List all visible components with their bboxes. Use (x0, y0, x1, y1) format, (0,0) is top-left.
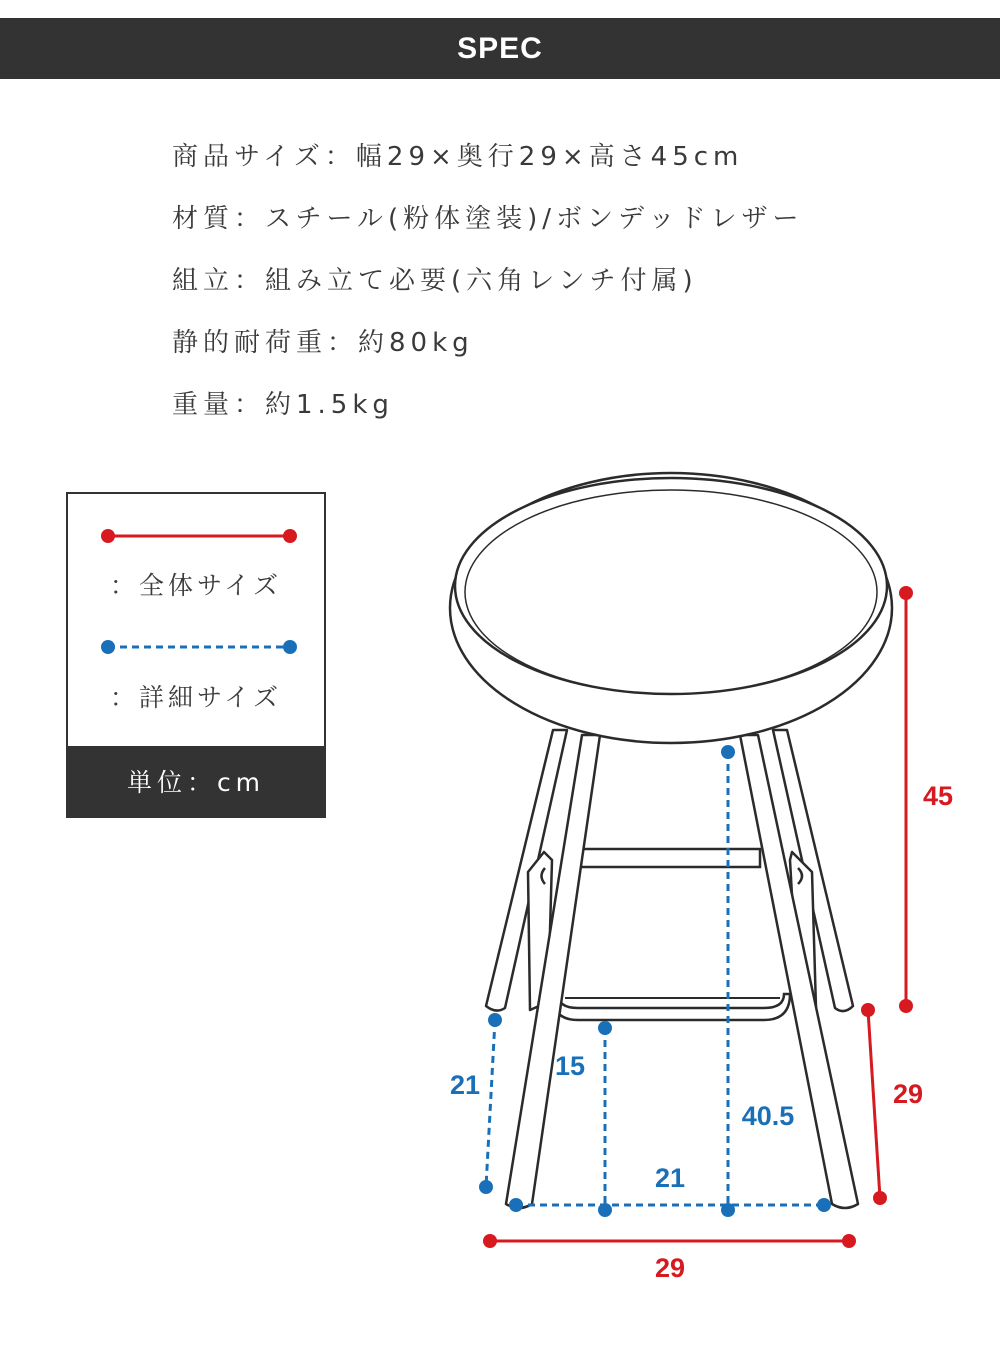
spec-load: 静的耐荷重：約80kg (172, 328, 474, 358)
spec-assembly: 組立：組み立て必要(六角レンチ付属) (172, 266, 698, 296)
spec-material: 材質：スチール(粉体塗装)/ボンデッドレザー (172, 204, 804, 234)
height-total-dot-top (899, 586, 913, 600)
width-total-dot-left (483, 1234, 497, 1248)
footrest-height-side-dot-top (488, 1013, 502, 1027)
height-total-dot-bottom (899, 999, 913, 1013)
spec-weight: 重量：約1.5kg (172, 390, 394, 420)
depth-total-label: 29 (892, 1079, 924, 1109)
spec-title: SPEC (457, 31, 543, 65)
footrest-width-dot-left (509, 1198, 523, 1212)
spec-size: 商品サイズ：幅29×奥行29×高さ45cm (172, 142, 744, 172)
seat-height-dot-top (721, 745, 735, 759)
footrest-height-side-line (486, 1020, 495, 1187)
height-total-label: 45 (922, 781, 954, 811)
width-total-dot-right (842, 1234, 856, 1248)
depth-total-dot-bottom (873, 1191, 887, 1205)
depth-total-dot-top (861, 1003, 875, 1017)
footrest-height-front-label: 15 (554, 1051, 586, 1081)
depth-total-line (868, 1010, 880, 1198)
footrest-width-label: 21 (654, 1163, 686, 1193)
front-left-leg (506, 735, 600, 1208)
footrest-height-front-dot-top (598, 1021, 612, 1035)
width-total-label: 29 (654, 1253, 686, 1283)
footrest-back-bar (578, 849, 760, 867)
stool-seat (450, 473, 892, 743)
footrest-height-side-dot-bottom (479, 1180, 493, 1194)
footrest-width-dot-right (817, 1198, 831, 1212)
legend-unit-label: 単位：cm (126, 768, 266, 797)
footrest-height-side-label: 21 (449, 1070, 481, 1100)
legend-detail-label: ：詳細サイズ (109, 683, 282, 712)
legend-overall-label: ：全体サイズ (109, 571, 282, 600)
seat-height-label: 40.5 (741, 1101, 795, 1131)
